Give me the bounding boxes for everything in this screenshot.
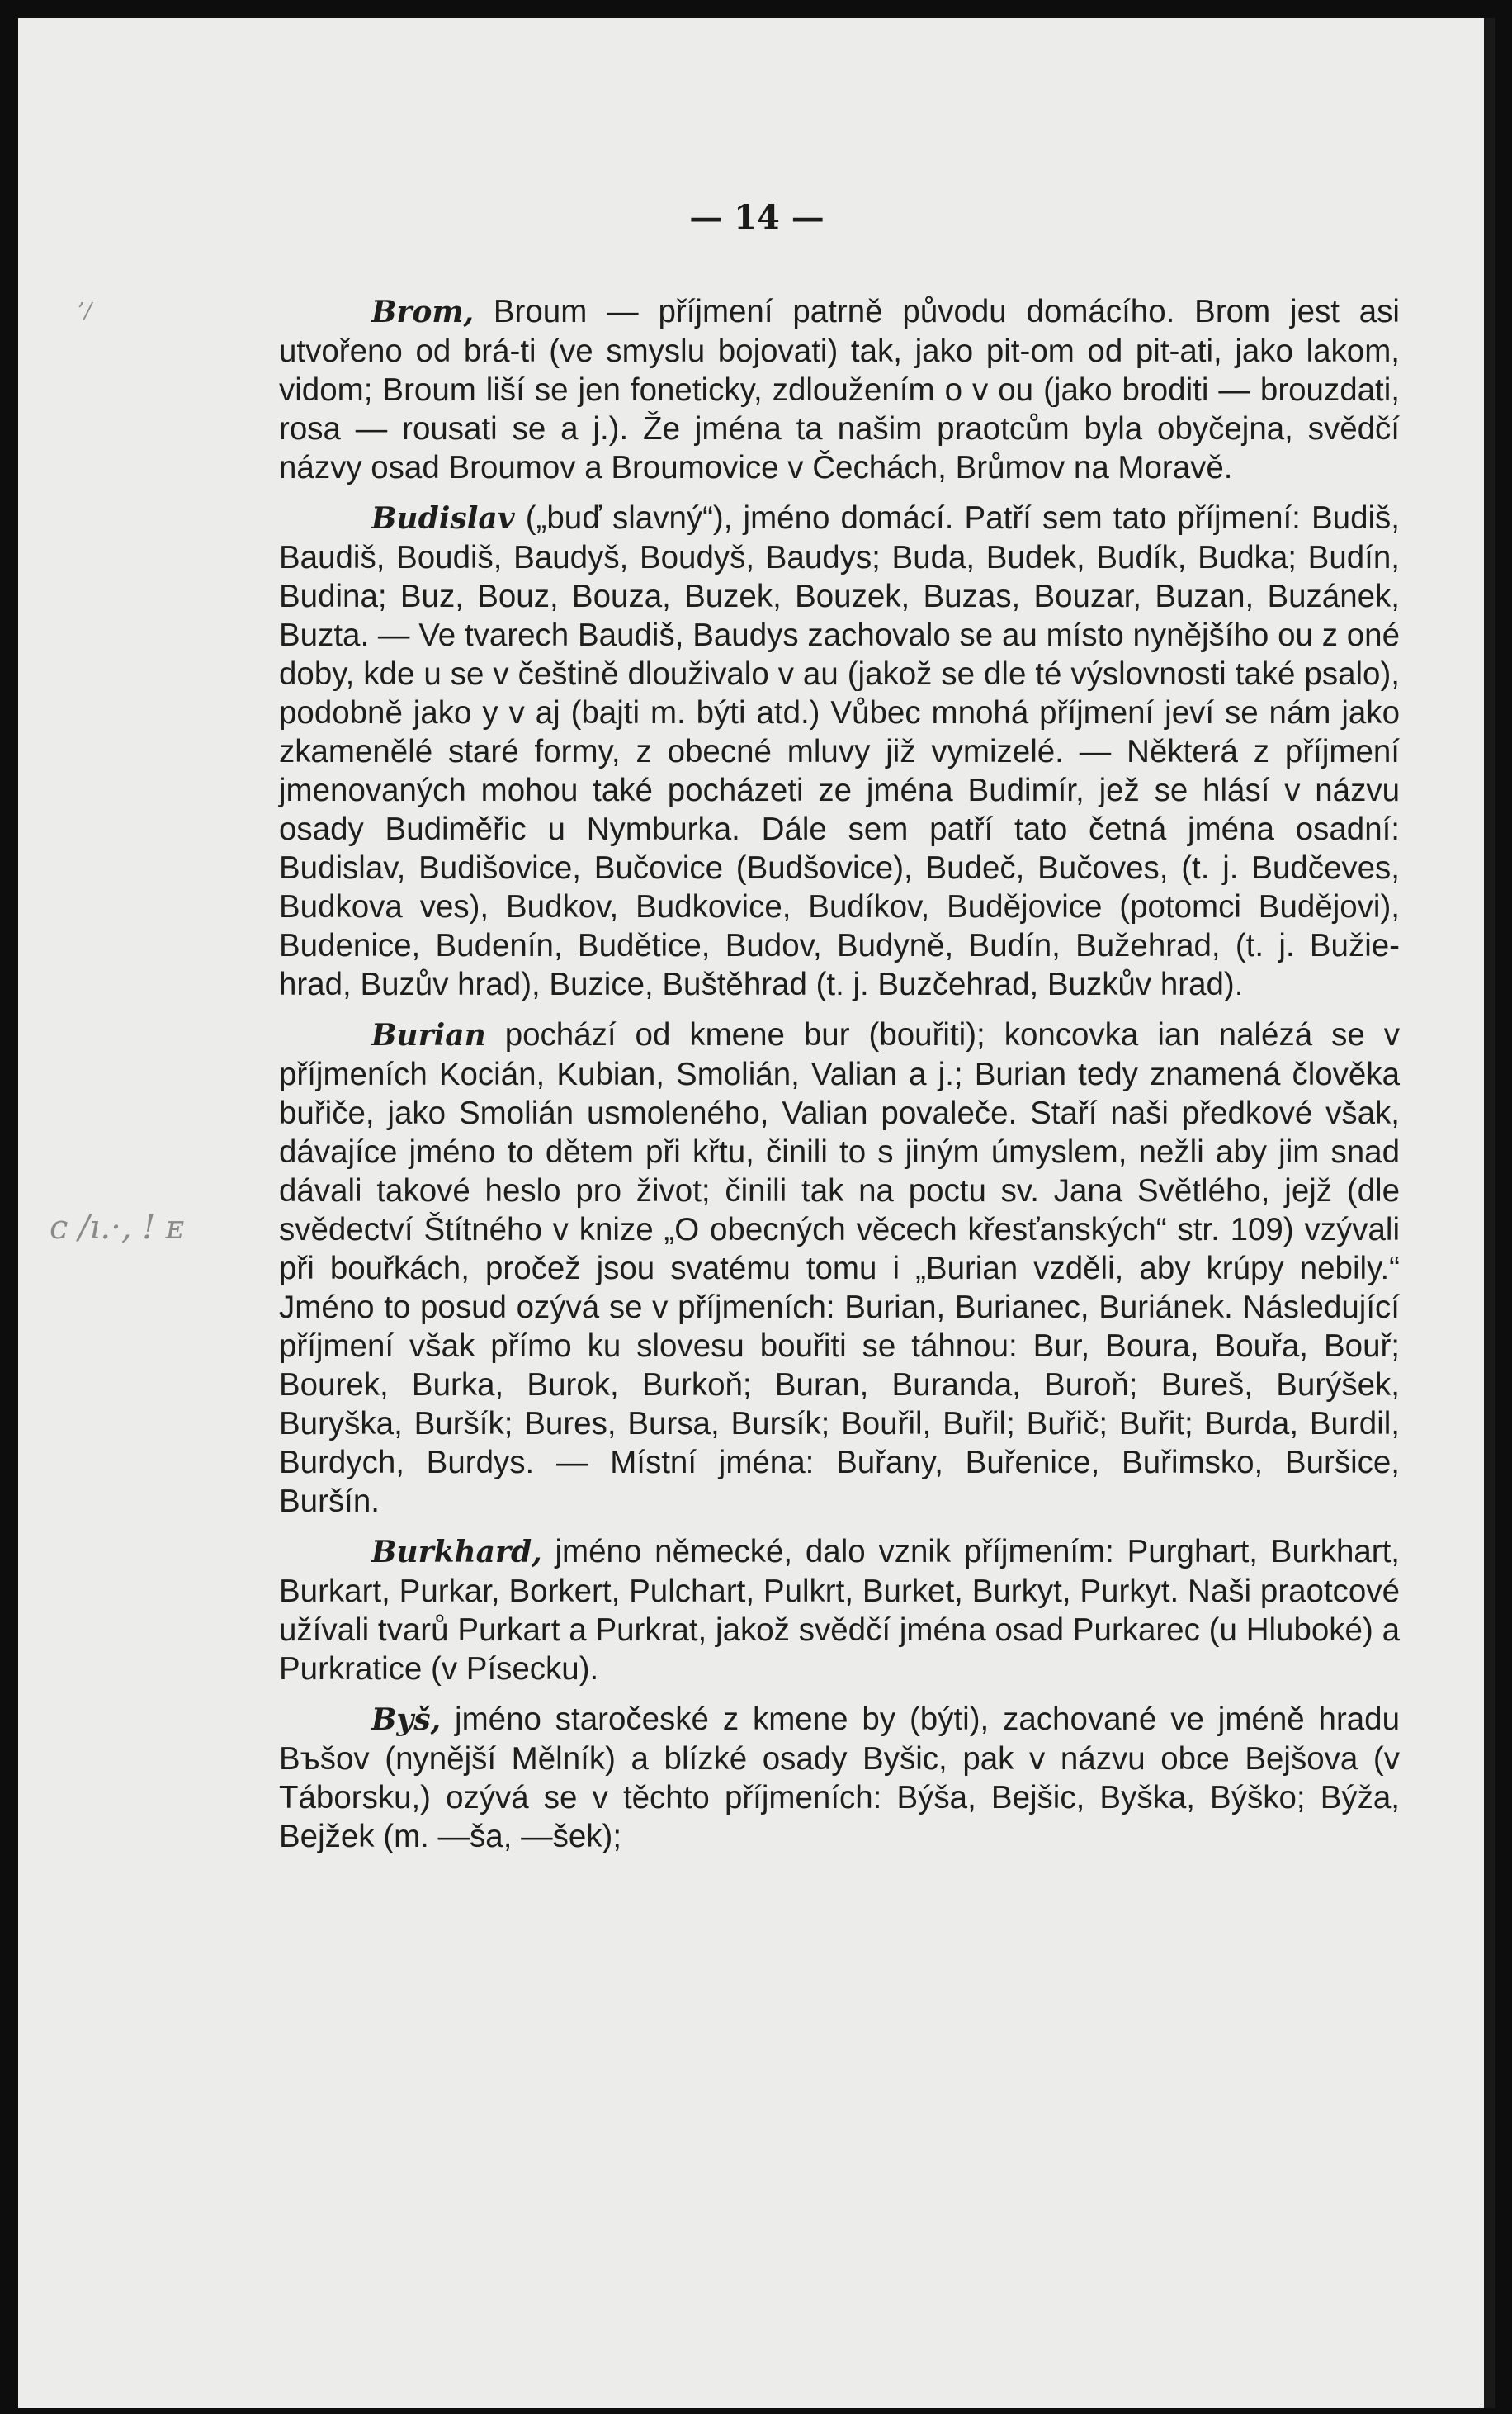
entry-budislav <box>279 499 1400 1004</box>
headword: Burian <box>371 1018 486 1053</box>
margin-pencil-mark: ’/ <box>78 299 92 324</box>
page-edge-shadow <box>1484 18 1495 2408</box>
margin-handwritten-note: ᴄ /ı.·, ! ᴇ <box>50 1209 185 1247</box>
entry-brom <box>279 292 1400 487</box>
entry-burian <box>279 1015 1400 1521</box>
headword: Budislav <box>371 501 515 536</box>
entry-text: jméno německé, dalo vznik příjmením: Purghart, Burkhart, Burkart, Purkar, Borkert, Pulchart, Pulkrt, Burket, Burkyt, Purkyt. Naši praotcové užívali tvarů Purkart a Purkrat, jakož svědčí jména osad Purkarec (u Hluboké) a Purkratice (v Písecku). <box>279 1534 1400 1687</box>
entry-bys <box>279 1700 1400 1856</box>
entry-text: Broum — příjmení patrně původu domácího. Brom jest asi utvořeno od brá-ti (ve smyslu bojovati) tak, jako pit-om od pit-ati, jako lakom, vidom; Broum liší se jen foneticky, zdloužením o v ou (jako broditi — brouzdati, rosa — rousati se a j.). Že jména ta našim praotcům byla obyčejna, svědčí názvy osad Broumov a Broumovice v Čechách, Brůmov na Moravě. <box>279 294 1400 485</box>
entry-text: jméno staročeské z kmene by (býti), zachované ve jméně hradu Bъšov (nynější Mělník) a blízké osady Byšic, pak v názvu obce Bejšova (v Táborsku,) ozývá se v těchto příjmeních: Býša, Bejšic, Byška, Býško; Býža, Bejžek (m. —ša, —šek); <box>279 1702 1400 1854</box>
headword: Brom, <box>371 295 475 329</box>
book-page <box>18 18 1495 2408</box>
entry-text: pochází od kmene bur (bouřiti); koncovka ian nalézá se v příjmeních Kocián, Kubian, Smolián, Valian a j.; Burian tedy znamená člověka buřiče, jako Smolián usmoleného, Valian povaleče. Staří naši předkové však, dávajíce jméno to dětem při křtu, činili to s jiným úmyslem, nežli aby jim snad dávali takové heslo pro život; činili tak na poctu sv. Jana Světlého, jejž (dle svědectví Štítného v knize „O obecných věcech křesťanských“ str. 109) vzývali při bouřkách, pročež jsou svatému tomu i „Burian vzděli, aby krúpy nebily.“ Jméno to posud ozývá se v příjmeních: Burian, Burianec, Buriánek. Následující příjmení však přímo ku slovesu bouřiti se táhnou: Bur, Boura, Bouřa, Bouř; Bourek, Burka, Burok, Burkoň; Buran, Buranda, Buroň; Bureš, Burýšek, Buryška, Buršík; Bures, Bursa, Bursík; Bouřil, Buřil; Buřič; Buřit; Burda, Burdil, Burdych, Burdys. — Místní jména: Buřany, Buřenice, Buřimsko, Buršice, Buršín. <box>279 1017 1400 1519</box>
entry-text: („buď slavný“), jméno domácí. Patří sem tato příjmení: Budiš, Baudiš, Boudiš, Baudyš, Boudyš, Baudys; Buda, Budek, Budík, Budka; Budín, Budina; Buz, Bouz, Bouza, Buzek, Bouzek, Buzas, Bouzar, Buzan, Buzánek, Buzta. — Ve tvarech Baudiš, Baudys zachovalo se au místo nynějšího ou z oné doby, kde u se v češtině dlouživalo v au (jakož se dle té výslovnosti také psalo), podobně jako y v aj (bajti m. býti atd.) Vůbec mnohá příjmení jeví se nám jako zkamenělé staré formy, z obecné mluvy již vymizelé. — Některá z příjmení jmenovaných mohou také pocházeti ze jména Budimír, jež se hlásí v názvu osady Budiměřic u Nymburka. Dále sem patří tato četná jména osadní: Budislav, Budišovice, Bučovice (Budšovice), Budeč, Bučoves, (t. j. Budčeves, Budkova ves), Budkov, Budkovice, Budíkov, Budějovice (potomci Budějovi), Budenice, Budenín, Budětice, Budov, Budyně, Budín, Bužehrad, (t. j. Bužie-hrad, Buzův hrad), Buzice, Buštěhrad (t. j. Buzčehrad, Buzkův hrad). <box>279 500 1400 1002</box>
page-number: — 14 — <box>689 198 825 237</box>
dictionary-body <box>279 292 1400 1867</box>
headword: Byš, <box>371 1702 442 1737</box>
headword: Burkhard, <box>371 1535 542 1569</box>
entry-burkhard <box>279 1532 1400 1688</box>
